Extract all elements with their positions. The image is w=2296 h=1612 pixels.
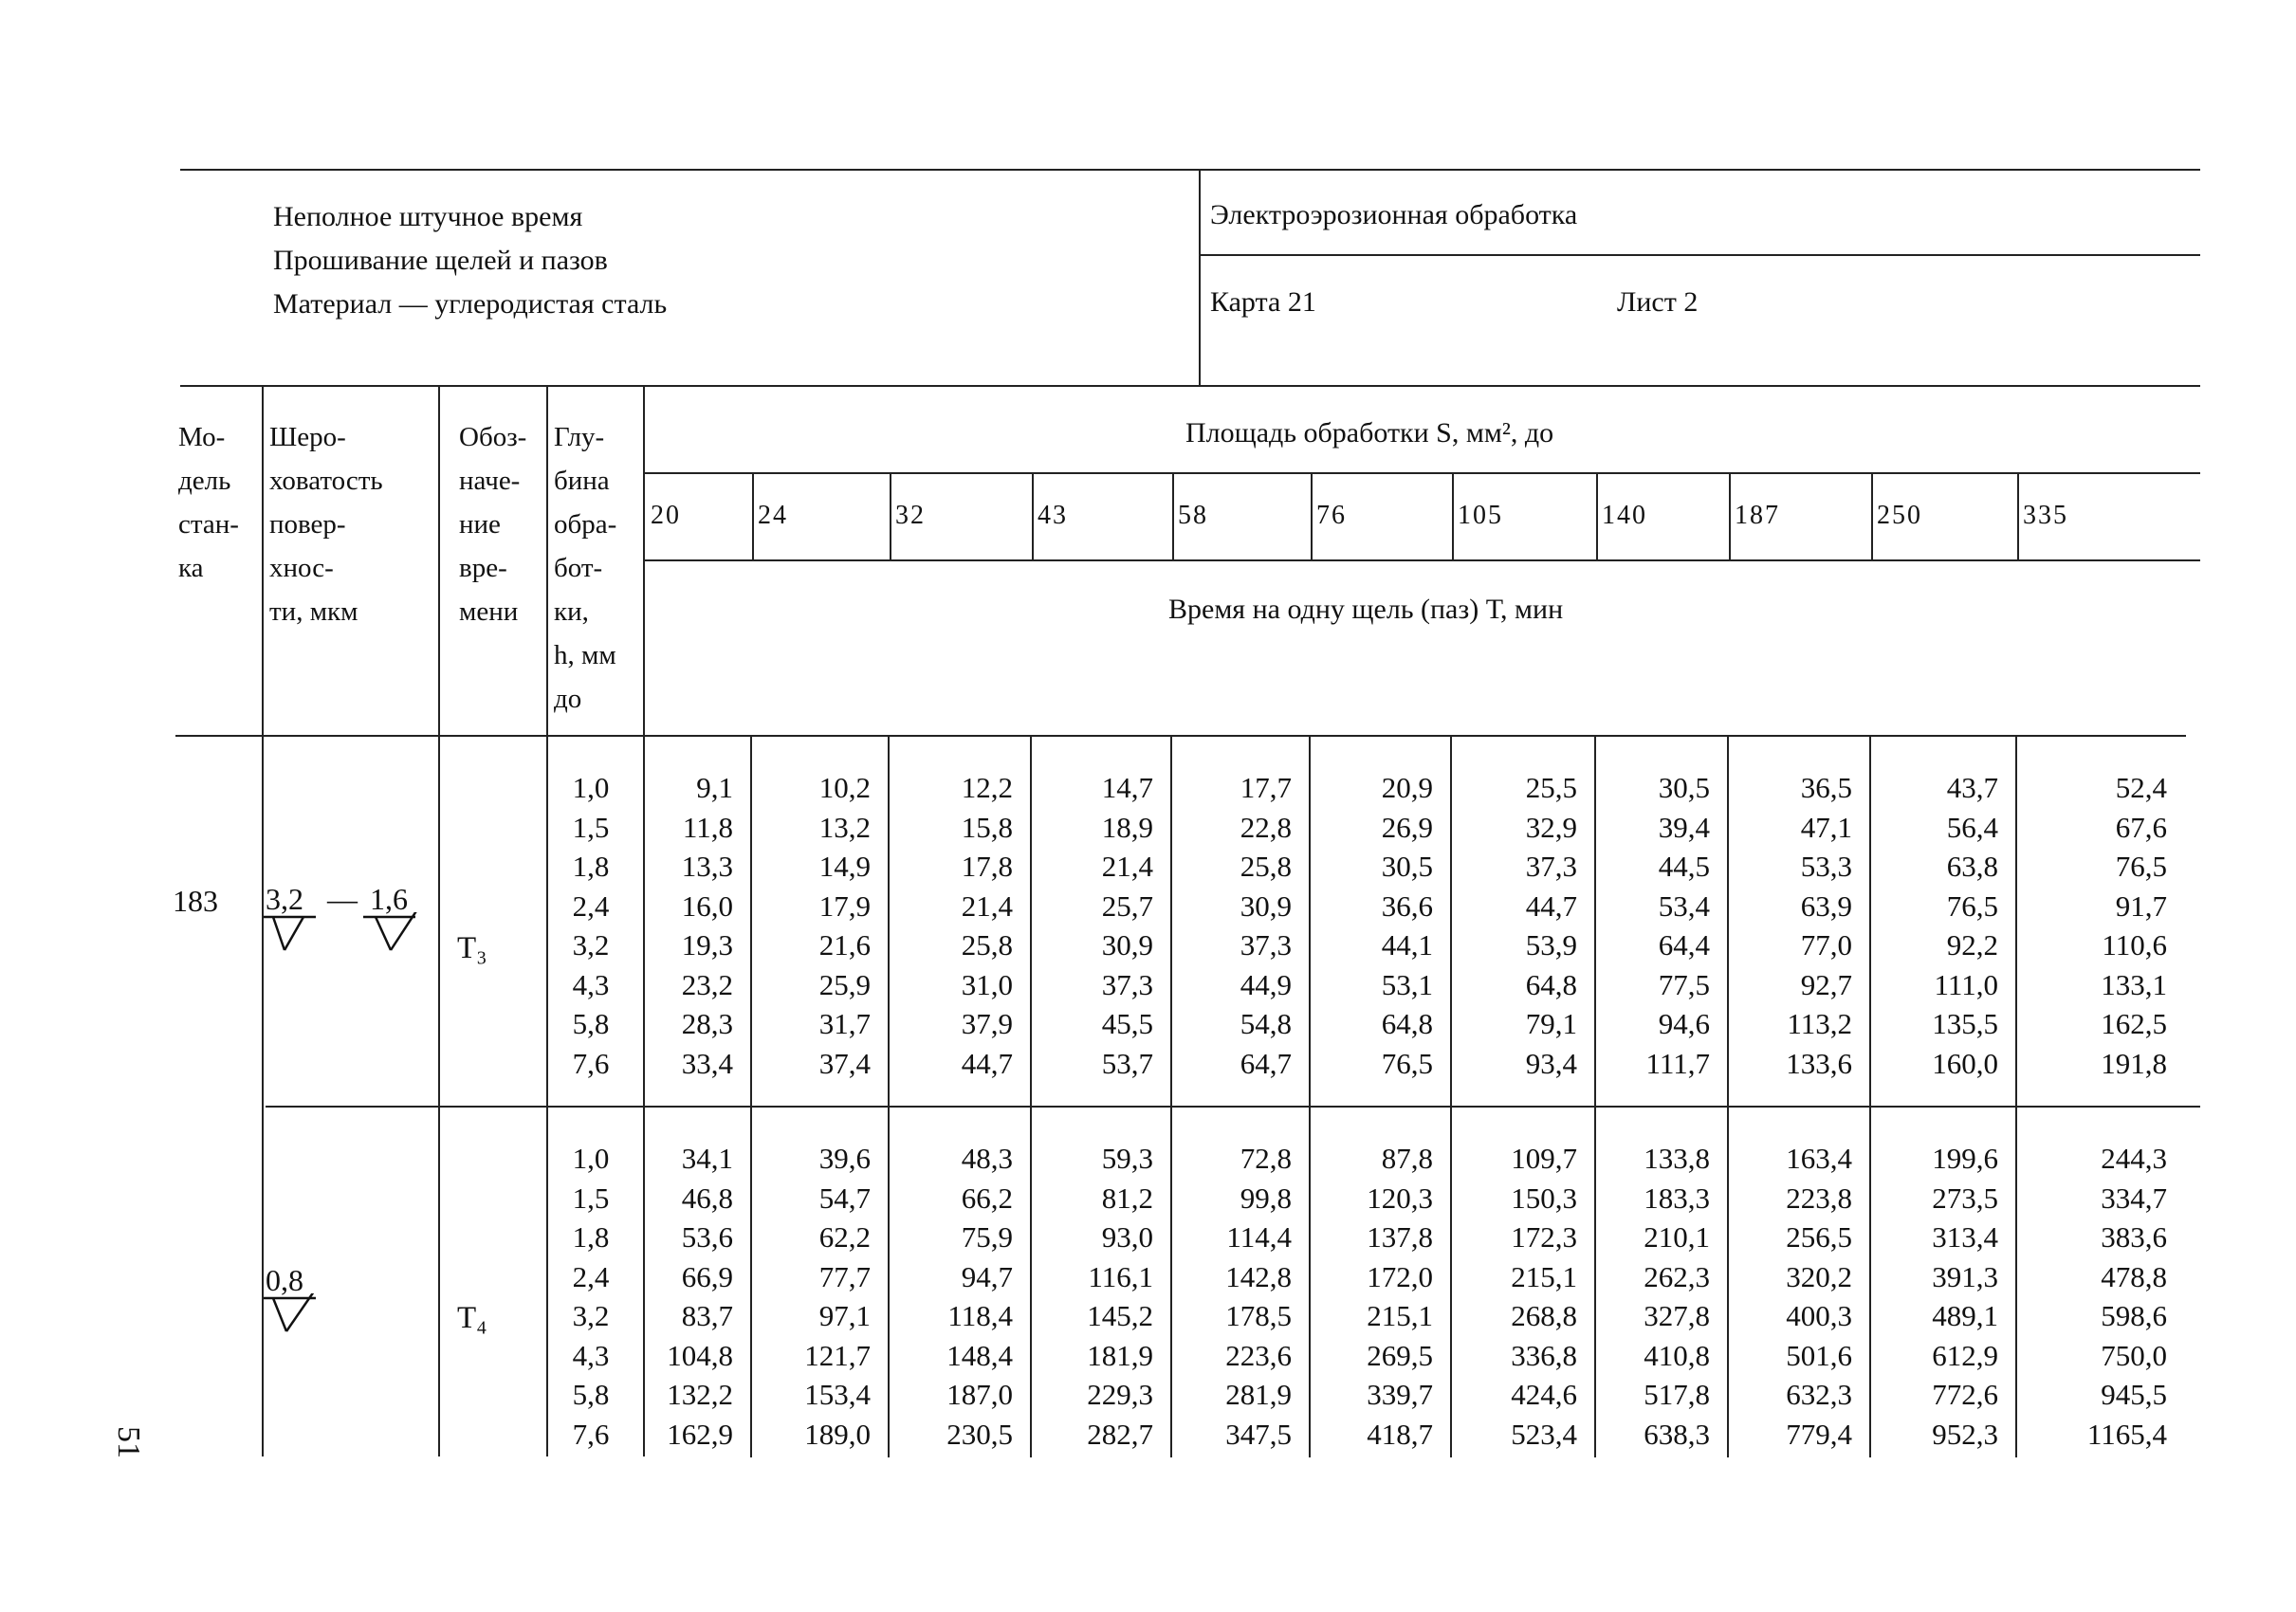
table-cell: 313,4 [1932,1220,1998,1254]
table-cell: 77,0 [1800,928,1852,962]
table-cell: 92,2 [1946,928,1998,962]
table-cell: 334,7 [2101,1181,2167,1215]
depth-value: 5,8 [572,1007,610,1040]
table-cell: 113,2 [1787,1007,1852,1040]
depth-value: 1,0 [572,771,610,804]
table-cell: 66,2 [961,1181,1013,1215]
table-cell: 63,9 [1800,888,1852,923]
table-cell: 183,3 [1644,1181,1710,1215]
table-cell: 135,5 [1932,1007,1998,1040]
roughness-value-c: 0,8 [266,1263,303,1297]
table-cell: 163,4 [1786,1142,1852,1175]
table-cell: 64,4 [1658,928,1710,962]
area-title-rule [645,472,2200,474]
table-cell: 25,8 [961,928,1013,962]
table-cell: 517,8 [1644,1378,1710,1411]
depth-value: 7,6 [572,1046,610,1080]
table-cell: 410,8 [1644,1338,1710,1372]
table-cell: 191,8 [2101,1046,2167,1080]
table-cell: 162,9 [667,1417,733,1451]
area-value: 105 [1458,501,1503,530]
table-cell: 43,7 [1946,771,1998,804]
table-cell: 36,6 [1381,888,1433,923]
header-line-2: Прошивание щелей и пазов [273,245,608,276]
table-cell: 56,4 [1946,810,1998,844]
top-rule [180,169,2200,171]
table-cell: 172,3 [1511,1220,1577,1254]
table-cell: 44,7 [1525,888,1577,923]
table-cell: 76,5 [1381,1046,1433,1080]
depth-value: 4,3 [572,967,610,1001]
table-cell: 53,4 [1658,888,1710,923]
header-line-1: Неполное штучное время [273,201,583,232]
table-cell: 153,4 [804,1378,871,1411]
area-value: 140 [1602,501,1647,530]
table-cell: 77,7 [818,1259,871,1293]
table-cell: 54,8 [1240,1007,1292,1040]
page-number: 51 [111,1426,146,1458]
table-cell: 638,3 [1644,1417,1710,1451]
table-cell: 14,9 [818,850,871,883]
roughness-triangle-icon [363,912,425,950]
table-cell: 59,3 [1101,1142,1153,1175]
table-cell: 62,2 [818,1220,871,1254]
table-cell: 23,2 [681,967,733,1001]
table-cell: 18,9 [1101,810,1153,844]
table-cell: 52,4 [2115,771,2167,804]
area-divider [2017,472,2019,559]
depth-value: 1,8 [572,1220,610,1254]
table-cell: 47,1 [1800,810,1852,844]
table-cell: 10,2 [818,771,871,804]
table-cell: 63,8 [1946,850,1998,883]
table-cell: 93,0 [1101,1220,1153,1254]
table-cell: 64,8 [1381,1007,1433,1040]
table-cell: 269,5 [1367,1338,1433,1372]
table-cell: 489,1 [1932,1299,1998,1332]
table-cell: 133,8 [1644,1142,1710,1175]
table-cell: 750,0 [2101,1338,2167,1372]
table-cell: 17,7 [1240,771,1292,804]
roughness-triangle-icon [264,1293,322,1331]
area-divider [1452,472,1454,559]
table-cell: 142,8 [1225,1259,1292,1293]
table-cell: 268,8 [1511,1299,1577,1332]
table-cell: 76,5 [2115,850,2167,883]
table-cell: 36,5 [1800,771,1852,804]
col-divider-roughness [438,385,440,1456]
table-cell: 612,9 [1932,1338,1998,1372]
table-cell: 39,4 [1658,810,1710,844]
table-cell: 230,5 [946,1417,1013,1451]
roughness-triangle-icon [264,917,316,950]
table-cell: 223,8 [1786,1181,1852,1215]
depth-value: 2,4 [572,1259,610,1293]
table-cell: 81,2 [1101,1181,1153,1215]
area-value: 24 [758,501,788,530]
area-divider [1729,472,1731,559]
roughness-value-b: 1,6 [370,882,408,916]
table-cell: 391,3 [1932,1259,1998,1293]
area-divider [1311,472,1313,559]
table-cell: 64,7 [1240,1046,1292,1080]
table-cell: 30,5 [1658,771,1710,804]
header-right-rule [1199,254,2200,256]
header-card: Карта 21 [1210,286,1316,318]
table-cell: 110,6 [2102,928,2167,962]
header-sheet: Лист 2 [1617,286,1699,318]
table-cell: 91,7 [2115,888,2167,923]
area-divider [1172,472,1174,559]
table-cell: 148,4 [946,1338,1013,1372]
depth-value: 1,5 [572,810,610,844]
table-cell: 19,3 [681,928,733,962]
table-cell: 72,8 [1240,1142,1292,1175]
table-cell: 53,3 [1800,850,1852,883]
table-cell: 116,1 [1088,1259,1153,1293]
table-cell: 64,8 [1525,967,1577,1001]
table-cell: 77,5 [1658,967,1710,1001]
table-cell: 187,0 [946,1378,1013,1411]
table-cell: 273,5 [1932,1181,1998,1215]
table-cell: 132,2 [667,1378,733,1411]
table-cell: 37,9 [961,1007,1013,1040]
roughness-value-a: 3,2 [266,882,303,916]
table-cell: 501,6 [1786,1338,1852,1372]
depth-value: 4,3 [572,1338,610,1372]
table-cell: 281,9 [1225,1378,1292,1411]
table-cell: 9,1 [696,771,733,804]
area-value: 76 [1316,501,1347,530]
table-cell: 523,4 [1511,1417,1577,1451]
table-cell: 53,7 [1101,1046,1153,1080]
table-cell: 400,3 [1786,1299,1852,1332]
table-cell: 97,1 [818,1299,871,1332]
table-cell: 199,6 [1932,1142,1998,1175]
area-value: 20 [651,501,681,530]
table-cell: 67,6 [2115,810,2167,844]
area-value: 58 [1178,501,1208,530]
area-value: 187 [1735,501,1780,530]
table-cell: 229,3 [1087,1378,1153,1411]
table-cell: 44,1 [1381,928,1433,962]
table-cell: 145,2 [1087,1299,1153,1332]
table-cell: 45,5 [1101,1007,1153,1040]
table-cell: 66,9 [681,1259,733,1293]
table-cell: 39,6 [818,1142,871,1175]
depth-value: 5,8 [572,1378,610,1411]
depth-value: 1,5 [572,1181,610,1215]
header-model: Мо- дель стан- ка [178,422,239,583]
table-cell: 262,3 [1644,1259,1710,1293]
table-cell: 111,7 [1645,1046,1710,1080]
table-cell: 111,0 [1934,967,1998,1001]
table-cell: 37,3 [1101,967,1153,1001]
time-title: Время на одну щель (паз) Т, мин [1168,594,1564,625]
table-cell: 244,3 [2101,1142,2167,1175]
table-cell: 215,1 [1511,1259,1577,1293]
table-cell: 210,1 [1644,1220,1710,1254]
table-cell: 21,6 [818,928,871,962]
data-column-divider [2015,735,2017,1457]
table-cell: 945,5 [2101,1378,2167,1411]
area-value: 32 [895,501,926,530]
area-divider [890,472,891,559]
table-cell: 347,5 [1225,1417,1292,1451]
table-cell: 44,7 [961,1046,1013,1080]
header-divider [1199,169,1201,385]
designation-t3: Т₃ [457,931,487,965]
table-cell: 14,7 [1101,771,1153,804]
table-cell: 53,6 [681,1220,733,1254]
area-title: Площадь обработки S, мм², до [1185,417,1554,449]
table-cell: 53,9 [1525,928,1577,962]
table-cell: 76,5 [1946,888,1998,923]
table-cell: 46,8 [681,1181,733,1215]
table-cell: 11,8 [682,810,733,844]
table-cell: 339,7 [1367,1378,1433,1411]
table-cell: 223,6 [1225,1338,1292,1372]
table-cell: 215,1 [1367,1299,1433,1332]
table-cell: 25,8 [1240,850,1292,883]
table-cell: 120,3 [1367,1181,1433,1215]
table-cell: 13,2 [818,810,871,844]
table-cell: 25,5 [1525,771,1577,804]
roughness-dash: — [327,882,358,916]
area-value: 250 [1877,501,1922,530]
table-cell: 93,4 [1525,1046,1577,1080]
table-cell: 16,0 [681,888,733,923]
table-cell: 256,5 [1786,1220,1852,1254]
table-cell: 87,8 [1381,1142,1433,1175]
table-cell: 12,2 [961,771,1013,804]
table-cell: 21,4 [1101,850,1153,883]
depth-value: 7,6 [572,1417,610,1451]
area-values-rule [645,559,2200,561]
table-cell: 1165,4 [2086,1417,2167,1451]
area-value: 43 [1038,501,1068,530]
table-cell: 22,8 [1240,810,1292,844]
table-cell: 44,5 [1658,850,1710,883]
header-line-3: Материал — углеродистая сталь [273,288,668,320]
table-cell: 37,3 [1525,850,1577,883]
model-value: 183 [173,884,218,918]
table-cell: 282,7 [1087,1417,1153,1451]
header-depth: Глу- бина обра- бот- ки, h, мм до [554,422,617,714]
table-cell: 336,8 [1511,1338,1577,1372]
table-cell: 178,5 [1225,1299,1292,1332]
table-cell: 118,4 [947,1299,1013,1332]
table-cell: 327,8 [1644,1299,1710,1332]
table-cell: 632,3 [1786,1378,1852,1411]
table-cell: 160,0 [1932,1046,1998,1080]
table-cell: 121,7 [804,1338,871,1372]
area-value: 335 [2023,501,2068,530]
table-cell: 25,7 [1101,888,1153,923]
group-separator-rule [266,1106,2200,1108]
col-divider-designation [546,385,548,1456]
header-designation: Обоз- наче- ние вре- мени [459,422,527,627]
table-cell: 83,7 [681,1299,733,1332]
table-cell: 13,3 [681,850,733,883]
table-cell: 162,5 [2101,1007,2167,1040]
table-cell: 21,4 [961,888,1013,923]
table-cell: 383,6 [2101,1220,2167,1254]
roughness-symbols-2 [264,1293,340,1341]
area-divider [1596,472,1598,559]
area-divider [752,472,754,559]
table-cell: 137,8 [1367,1220,1433,1254]
table-top-rule [180,385,2200,387]
depth-value: 1,8 [572,850,610,883]
table-cell: 189,0 [804,1417,871,1451]
table-cell: 424,6 [1511,1378,1577,1411]
table-cell: 31,0 [961,967,1013,1001]
table-cell: 114,4 [1226,1220,1292,1254]
depth-value: 3,2 [572,1299,610,1332]
table-cell: 104,8 [667,1338,733,1372]
table-cell: 598,6 [2101,1299,2167,1332]
table-cell: 17,8 [961,850,1013,883]
table-cell: 30,9 [1240,888,1292,923]
table-cell: 30,5 [1381,850,1433,883]
table-cell: 94,6 [1658,1007,1710,1040]
table-cell: 133,6 [1786,1046,1852,1080]
designation-t4: Т₄ [457,1301,487,1335]
table-cell: 33,4 [681,1046,733,1080]
table-cell: 181,9 [1087,1338,1153,1372]
table-cell: 99,8 [1240,1181,1292,1215]
table-cell: 109,7 [1511,1142,1577,1175]
table-cell: 30,9 [1101,928,1153,962]
table-header-bottom-rule [175,735,2186,737]
table-cell: 31,7 [818,1007,871,1040]
table-cell: 75,9 [961,1220,1013,1254]
depth-value: 3,2 [572,928,610,962]
table-cell: 44,9 [1240,967,1292,1001]
table-cell: 20,9 [1381,771,1433,804]
table-cell: 34,1 [681,1142,733,1175]
table-cell: 15,8 [961,810,1013,844]
area-divider [1032,472,1034,559]
table-cell: 418,7 [1367,1417,1433,1451]
table-cell: 28,3 [681,1007,733,1040]
table-cell: 25,9 [818,967,871,1001]
table-cell: 772,6 [1932,1378,1998,1411]
table-cell: 32,9 [1525,810,1577,844]
depth-value: 2,4 [572,888,610,923]
table-cell: 92,7 [1800,967,1852,1001]
table-cell: 79,1 [1525,1007,1577,1040]
table-cell: 952,3 [1932,1417,1998,1451]
table-cell: 94,7 [961,1259,1013,1293]
table-cell: 53,1 [1381,967,1433,1001]
table-cell: 17,9 [818,888,871,923]
table-cell: 37,4 [818,1046,871,1080]
table-cell: 26,9 [1381,810,1433,844]
table-cell: 133,1 [2101,967,2167,1001]
table-cell: 172,0 [1367,1259,1433,1293]
table-cell: 478,8 [2101,1259,2167,1293]
table-cell: 48,3 [961,1142,1013,1175]
table-cell: 150,3 [1511,1181,1577,1215]
roughness-symbols [264,912,434,960]
table-cell: 37,3 [1240,928,1292,962]
depth-value: 1,0 [572,1142,610,1175]
header-section-title: Электроэрозионная обработка [1210,199,1578,230]
area-divider [1871,472,1873,559]
header-roughness: Шеро- ховатость повер- хнос- ти, мкм [269,422,383,627]
table-cell: 320,2 [1786,1259,1852,1293]
table-cell: 779,4 [1786,1417,1852,1451]
table-cell: 54,7 [818,1181,871,1215]
